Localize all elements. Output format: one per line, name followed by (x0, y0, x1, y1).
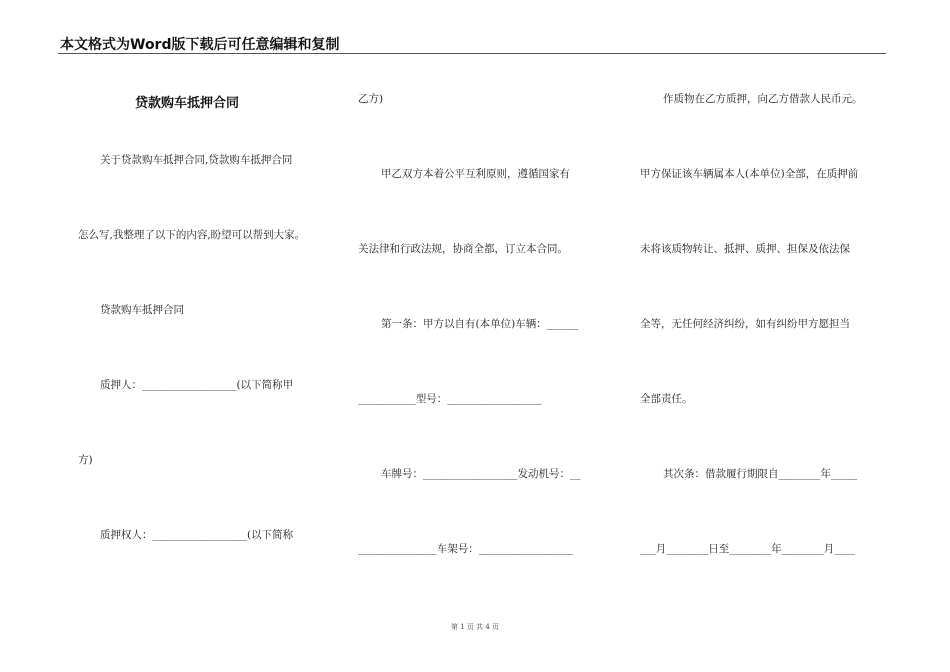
col2-line: 甲乙双方本着公平互利原则，遵循国家有 (381, 168, 570, 180)
col3-line: 未将该质物转让、抵押、质押、担保及依法保 (640, 243, 850, 255)
col3-line: ___月________日至________年________月____ (640, 543, 856, 555)
col3-line: 其次条：借款履行期限自________年_____ (663, 468, 858, 480)
col1-line: 质押人：__________________(以下简称甲 (100, 379, 294, 391)
header-title: 本文格式为Word版下载后可任意编辑和复制 (60, 37, 340, 53)
col2-line: 车牌号：__________________发动机号：__ (381, 468, 581, 480)
col2-line: 乙方) (358, 93, 384, 105)
col2-line: 第一条：甲方以自有(本单位)车辆：______ (381, 318, 579, 330)
col1-line: 方) (78, 454, 93, 466)
col1-line: 关于贷款购车抵押合同,贷款购车抵押合同 (100, 154, 293, 166)
col2-line: 关法律和行政法规，协商全都，订立本合同。 (358, 243, 568, 255)
col2-line: ___________型号：__________________ (358, 393, 542, 405)
col3-line: 甲方保证该车辆属本人(本单位)全部，在质押前 (640, 168, 859, 180)
col1-line: 贷款购车抵押合同 (100, 304, 184, 316)
col3-line: 全等，无任何经济纠纷，如有纠纷甲方愿担当 (640, 318, 850, 330)
col1-line: 怎么写,我整理了以下的内容,盼望可以帮到大家。 (78, 229, 306, 241)
col3-line: 全部责任。 (640, 393, 693, 405)
document-title: 贷款购车抵押合同 (135, 96, 240, 111)
header-divider (58, 53, 886, 54)
col3-line: 作质物在乙方质押，向乙方借款人民币元。 (663, 93, 863, 105)
col1-line: 质押权人：__________________(以下简称 (100, 529, 294, 541)
col2-line: _______________车架号：__________________ (358, 543, 574, 555)
page-number: 第 1 页 共 4 页 (450, 623, 500, 631)
